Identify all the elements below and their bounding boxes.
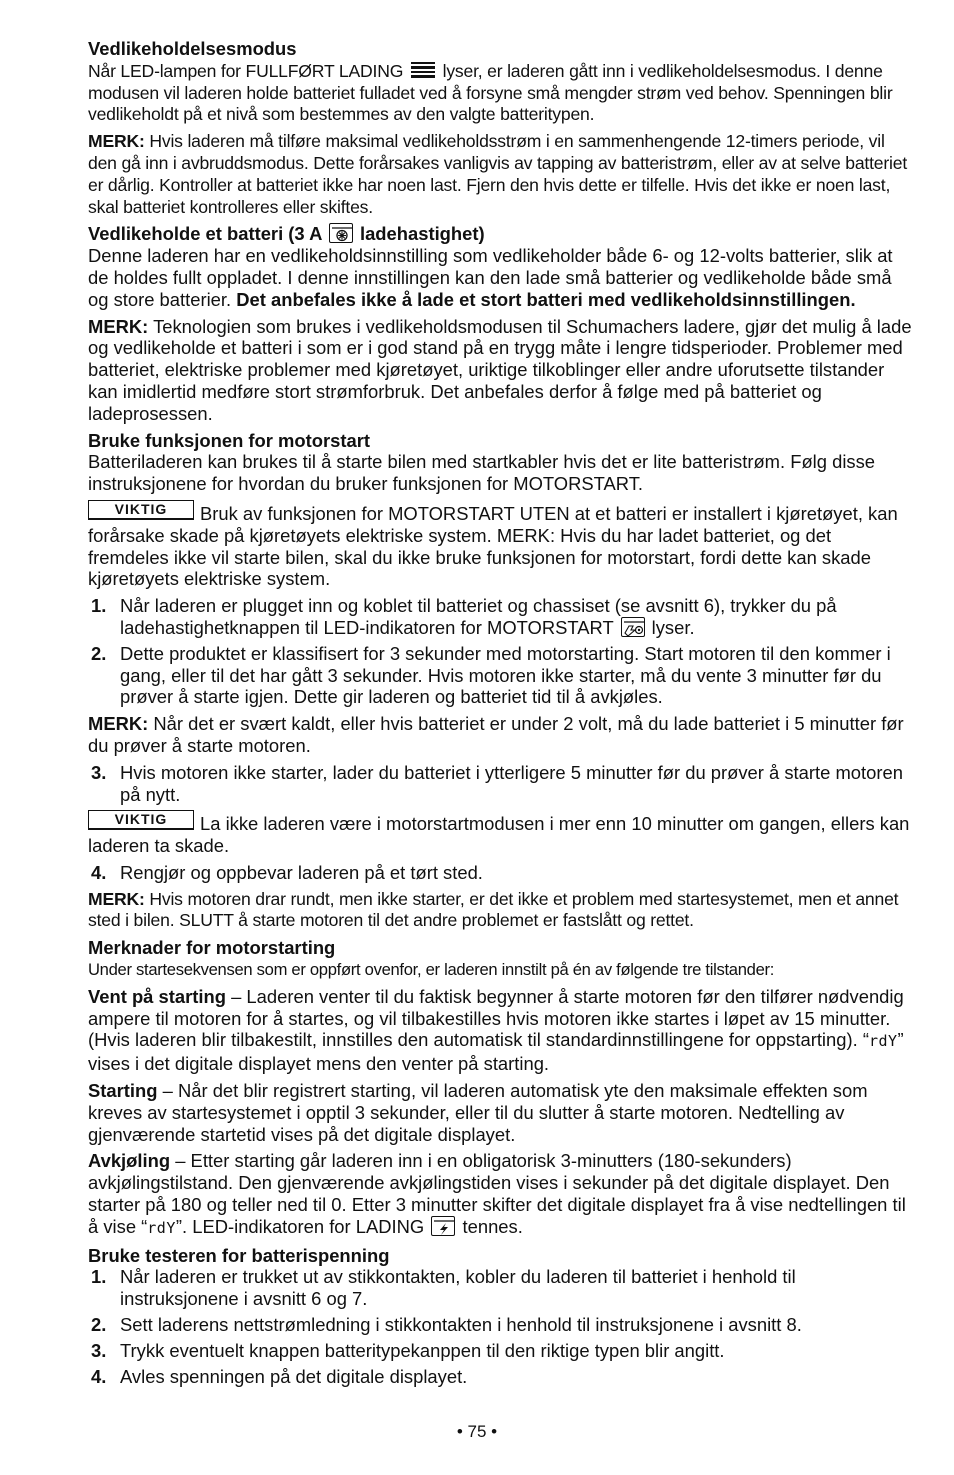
viktig-label: VIKTIG bbox=[88, 500, 194, 520]
section-engine-start bbox=[88, 430, 914, 933]
paragraph-engine-start: Batteriladeren kan brukes til å starte bilen med startkabler hvis det er lite batteristrøm. Følg disse instruksjonene for hvordan du bruker funksjonen for MOTORSTART. bbox=[88, 451, 876, 495]
state-starting: Starting – Når det blir registrert starting, vil laderen automatisk yte den maksimale effekten som kreves av startesystemet i opptil 3 sekunder, eller til du slutter å starte motoren. Nedtelling av gjenværende startetid vises på det digitale displayet. bbox=[88, 1080, 868, 1145]
heading-engine-start-notes: Merknader for motorstarting bbox=[88, 937, 336, 959]
lcd-rdy-text: rdY bbox=[868, 1032, 898, 1051]
list-item: 3. Trykk eventuelt knappen batteritypekanppen til den riktige typen blir angitt. bbox=[91, 1339, 725, 1361]
lcd-rdy-text: rdY bbox=[147, 1218, 176, 1237]
page-number: • 75 • bbox=[456, 1422, 498, 1441]
section-maintenance-mode bbox=[88, 38, 914, 218]
list-item: 4. Avles spenningen på det digitale displayet. bbox=[91, 1365, 468, 1387]
engine-start-steps-b bbox=[88, 762, 914, 806]
heading-voltage-tester: Bruke testeren for batterispenning bbox=[88, 1244, 390, 1266]
note-engine-start-2: MERK: Hvis motoren drar rundt, men ikke starter, er det ikke et problem med startesystemet, men et annet sted i bilen. SLUTT å starte motoren til det andre problemet er fastslått og rettet. bbox=[88, 888, 899, 931]
list-item: 3. Hvis motoren ikke starter, lader du batteriet i ytterligere 5 minutter før du prøver å starte motoren på nytt. bbox=[91, 761, 903, 805]
list-item: 1. Når laderen er trukket ut av stikkontakten, kobler du laderen til batteriet i henhold til instruksjonene i avsnitt 6 og 7. bbox=[91, 1266, 796, 1310]
intro-engine-start-notes: Under startesekvensen som er oppført ovenfor, er laderen innstilt på én av følgende tre tilstander: bbox=[88, 960, 775, 980]
section-maintain-battery bbox=[88, 223, 914, 424]
state-waiting: Vent på starting – Laderen venter til du faktisk begynner å starte motoren før den tilfører nødvendig ampere til motoren for å startes, og vil tilbakestilles hvis motoren ikke startes i løpet av 15 minutter. (Hvis laderen blir tilbakestilt, innstilles den automatisk til standardinnstillingene for oppstarting). “rdY” vises i det digitale displayet mens den venter på starting. bbox=[88, 985, 904, 1075]
section-voltage-tester bbox=[88, 1245, 914, 1388]
full-charge-icon bbox=[410, 60, 436, 80]
heading-maintain-battery: Vedlikeholde et batteri (3 A ladehastighet) bbox=[88, 223, 485, 245]
state-cooling: Avkjøling – Etter starting går laderen inn i en obligatorisk 3-minutters (180-sekunders) avkjølingstilstand. Den gjenværende avkjølingstiden vises i sekunder på det digitale displayet. Den starter på 180 og teller ned til 0. Etter 3 minutter skifter det digitale displayet fra å vise nedtellingen til å vise “rdY”. LED-indikatoren for LADING tennes. bbox=[88, 1150, 906, 1237]
engine-start-steps-a bbox=[88, 595, 914, 708]
note-maintain-battery: MERK: Teknologien som brukes i vedlikeholdsmodusen til Schumachers ladere, gjør det mulig å lade og vedlikeholde et batteri i som er i god stand på en trygg måte i lengre tidsperioder. Problemer med batteriet, elektriske problemer med kjøretøyet, uriktige tilkoblinger eller andre uforutsette tilstander kan imidlertid medføre stort strømforbruk. Det anbefales derfor å følge med på batteriet og ladeprosessen. bbox=[88, 315, 912, 424]
section-engine-start-notes bbox=[88, 937, 914, 1239]
list-item: 4. Rengjør og oppbevar laderen på et tørt sted. bbox=[91, 861, 483, 883]
engine-start-steps-c bbox=[88, 862, 914, 884]
note-engine-start: MERK: Når det er svært kaldt, eller hvis batteriet er under 2 volt, må du lade batteriet i 5 minutter før du prøver å starte motoren. bbox=[88, 713, 904, 756]
warning-engine-start-1: VIKTIG Bruk av funksjonen for MOTORSTART UTEN at et batteri er installert i kjøretøyet, kan forårsake skade på kjøretøyets elektriske system. MERK: Hvis du har ladet batteriet, og det fremdeles ikke vil starte bilen, skal du ikke bruke funksjonen for motorstart, fordi dette kan skade kjøretøyets elektriske system. bbox=[88, 500, 898, 590]
charging-icon bbox=[431, 1216, 455, 1236]
paragraph-maintain-battery: Denne laderen har en vedlikeholdsinnstilling som vedlikeholder både 6- og 12-volts batterier, slik at de holdes fullt oppladet. I denne innstillingen kan den lade små batterier og vedlikeholde både små og store batterier. Det anbefales ikke å lade et stort batteri med vedlikeholdsinnstillingen. bbox=[88, 245, 893, 310]
heading-maintenance-mode: Vedlikeholdelsesmodus bbox=[88, 38, 297, 59]
list-item: 1. Når laderen er plugget inn og koblet til batteriet og chassiset (se avsnitt 6), trykker du på ladehastighetknappen til LED-indikatoren for MOTORSTART lyser. bbox=[91, 595, 837, 638]
list-item: 2. Sett laderens nettstrømledning i stikkontakten i henhold til instruksjonene i avsnitt 8. bbox=[91, 1314, 802, 1336]
engine-start-icon bbox=[621, 617, 645, 637]
heading-engine-start: Bruke funksjonen for motorstart bbox=[88, 429, 371, 451]
list-item: 2. Dette produktet er klassifisert for 3 sekunder med motorstarting. Start motoren til den kommer i gang, eller til det har gått 3 sekunder. Hvis motoren ikke starter, må du vente 3 minutter før du prøver å starte igjen. Dette gir laderen og batteriet tid til å avkjøles. bbox=[91, 642, 891, 708]
paragraph-maintenance-mode: Når LED-lampen for FULLFØRT LADING lyser, er laderen gått inn i vedlikeholdelsesmodus. I denne modusen vil laderen holde batteriet fulladet ved å forsyne små mengder strøm ved behov. Spenningen blir vedlikeholdt på et nivå som bestemmes av den valgte batteritypen. bbox=[88, 60, 893, 125]
note-maintenance-mode: MERK: Hvis laderen må tilføre maksimal vedlikeholdsstrøm i en sammenhengende 12-timers periode, vil den gå inn i avbruddsmodus. Dette forårsakes vanligvis av tapping av batteristrøm, eller av at selve batteriet er dårlig. Kontroller at batteriet ikke har noen last. Fjern den hvis dette er tilfelle. Hvis det ikke er noen last, skal batteriet kontrolleres eller skiftes. bbox=[88, 131, 908, 217]
voltage-tester-steps bbox=[88, 1266, 914, 1387]
viktig-label: VIKTIG bbox=[88, 810, 194, 830]
warning-engine-start-2: VIKTIG La ikke laderen være i motorstartmodusen i mer enn 10 minutter om gangen, ellers kan laderen ta skade. bbox=[88, 811, 910, 857]
maintain-icon bbox=[329, 223, 353, 243]
